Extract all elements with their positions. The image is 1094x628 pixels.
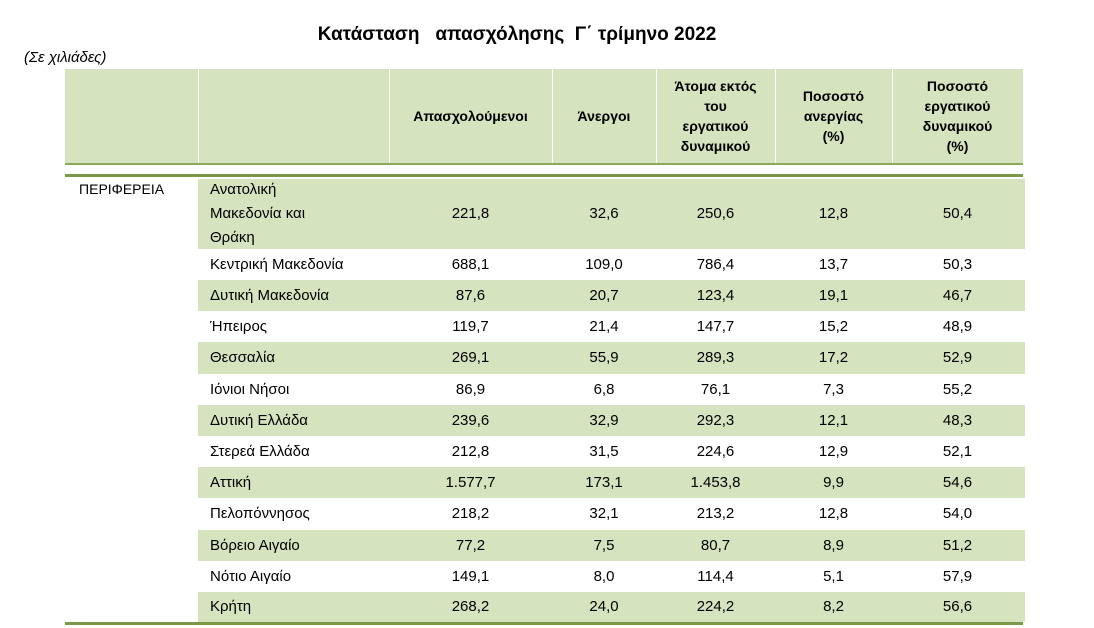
header-region bbox=[198, 69, 389, 163]
table-row bbox=[198, 530, 1025, 561]
table-cell: 17,2 bbox=[818, 349, 849, 366]
table-cell: 7,5 bbox=[593, 536, 615, 554]
table-cell: 114,4 bbox=[697, 567, 734, 585]
table-cell: 52,9 bbox=[942, 349, 973, 366]
table-cell: 289,3 bbox=[696, 349, 735, 366]
table-cell: 86,9 bbox=[455, 380, 486, 398]
table-cell: 8,0 bbox=[593, 567, 615, 585]
region-name: Πελοπόννησος bbox=[210, 505, 310, 522]
table-cell: 46,7 bbox=[942, 286, 973, 304]
table-cell: 55,9 bbox=[589, 349, 619, 366]
header-unemployed: Άνεργοι bbox=[577, 108, 631, 124]
table-row bbox=[198, 249, 1025, 280]
table-cell: 32,6 bbox=[589, 205, 619, 222]
table-row bbox=[198, 467, 1025, 498]
table-row bbox=[198, 405, 1025, 436]
table-cell: 54,0 bbox=[942, 505, 973, 522]
table-row bbox=[198, 179, 1025, 249]
table-bottom-rule bbox=[65, 622, 1023, 625]
table-row bbox=[198, 311, 1025, 342]
table-row bbox=[198, 436, 1025, 467]
table-cell: 109,0 bbox=[585, 255, 623, 273]
table-cell: 12,1 bbox=[818, 411, 849, 429]
table-cell: 123,4 bbox=[696, 286, 735, 304]
table-cell: 221,8 bbox=[451, 205, 490, 222]
header-unemployment-rate: Ποσοστό ανεργίας (%) bbox=[802, 88, 865, 144]
table-cell: 1.577,7 bbox=[445, 473, 496, 491]
region-name: Ανατολική Μακεδονία και Θράκη bbox=[210, 181, 306, 246]
table-cell: 1.453,8 bbox=[690, 473, 741, 491]
region-name: Κεντρική Μακεδονία bbox=[210, 255, 344, 273]
table-cell: 32,1 bbox=[589, 505, 619, 522]
table-cell: 21,4 bbox=[589, 317, 619, 335]
region-name: Θεσσαλία bbox=[210, 349, 276, 366]
table-cell: 76,1 bbox=[700, 380, 731, 398]
table-cell: 50,3 bbox=[942, 255, 973, 273]
header-rule bbox=[65, 174, 1023, 177]
table-cell: 239,6 bbox=[451, 411, 490, 429]
header-outside-labour-force: Άτομα εκτός του εργατικού δυναμικού bbox=[674, 78, 757, 154]
table-cell: 173,1 bbox=[585, 473, 623, 491]
table-cell: 212,8 bbox=[451, 442, 490, 460]
table-cell: 50,4 bbox=[942, 205, 973, 222]
table-cell: 147,7 bbox=[696, 317, 735, 335]
table-cell: 119,7 bbox=[452, 317, 489, 335]
table-cell: 87,6 bbox=[455, 286, 486, 304]
table-cell: 54,6 bbox=[942, 473, 973, 491]
table-cell: 55,2 bbox=[942, 380, 973, 398]
table-cell: 24,0 bbox=[589, 598, 619, 615]
table-cell: 56,6 bbox=[942, 598, 973, 615]
units-note: (Σε χιλιάδες) bbox=[24, 49, 107, 66]
region-name: Δυτική Μακεδονία bbox=[210, 286, 330, 304]
table-cell: 77,2 bbox=[455, 536, 486, 554]
region-name: Δυτική Ελλάδα bbox=[210, 411, 308, 429]
header-rule bbox=[65, 163, 1023, 165]
region-name: Κρήτη bbox=[210, 598, 252, 615]
table-cell: 149,1 bbox=[451, 567, 490, 585]
table-row bbox=[198, 280, 1025, 311]
region-name: Αττική bbox=[210, 473, 252, 491]
table-cell: 224,2 bbox=[696, 598, 735, 615]
table-cell: 32,9 bbox=[589, 411, 619, 429]
table-row bbox=[198, 374, 1025, 405]
table-cell: 7,3 bbox=[823, 380, 844, 398]
table-cell: 218,2 bbox=[451, 505, 490, 522]
table-cell: 31,5 bbox=[589, 442, 619, 460]
table-row bbox=[198, 561, 1025, 592]
header-labour-force-rate: Ποσοστό εργατικού δυναμικού (%) bbox=[922, 78, 993, 154]
table-cell: 213,2 bbox=[696, 505, 735, 522]
table-cell: 80,7 bbox=[700, 536, 731, 554]
region-name: Στερεά Ελλάδα bbox=[210, 442, 310, 460]
table-cell: 12,9 bbox=[818, 442, 849, 460]
table-cell: 48,9 bbox=[942, 317, 973, 335]
table-cell: 8,9 bbox=[823, 536, 844, 554]
table-cell: 15,2 bbox=[818, 317, 849, 335]
region-name: Ιόνιοι Νήσοι bbox=[210, 380, 290, 398]
region-name: Βόρειο Αιγαίο bbox=[210, 536, 300, 554]
table-cell: 20,7 bbox=[589, 286, 619, 304]
table-cell: 12,8 bbox=[818, 205, 849, 222]
table-cell: 13,7 bbox=[818, 255, 849, 273]
region-name: Νότιο Αιγαίο bbox=[210, 567, 292, 585]
table-cell: 52,1 bbox=[942, 442, 973, 460]
table-cell: 19,1 bbox=[818, 286, 849, 304]
table-row bbox=[198, 342, 1025, 374]
table-cell: 6,8 bbox=[593, 380, 615, 398]
table-cell: 224,6 bbox=[696, 442, 735, 460]
header-employed: Απασχολούμενοι bbox=[413, 108, 528, 124]
table-cell: 786,4 bbox=[696, 255, 735, 273]
table-cell: 57,9 bbox=[942, 567, 973, 585]
table-row bbox=[198, 592, 1025, 622]
table-row bbox=[198, 498, 1025, 530]
table-cell: 9,9 bbox=[823, 473, 844, 491]
table-cell: 250,6 bbox=[696, 205, 735, 222]
group-label: ΠΕΡΙΦΕΡΕΙΑ bbox=[79, 181, 165, 197]
region-name: Ήπειρος bbox=[210, 317, 268, 335]
page-title: Κατάσταση απασχόλησης Γ΄ τρίμηνο 2022 bbox=[317, 24, 717, 45]
table-cell: 268,2 bbox=[451, 598, 490, 615]
table-cell: 12,8 bbox=[818, 505, 849, 522]
table-cell: 48,3 bbox=[942, 411, 973, 429]
table-cell: 8,2 bbox=[823, 598, 844, 615]
table-cell: 292,3 bbox=[696, 411, 735, 429]
table-cell: 51,2 bbox=[942, 536, 973, 554]
table-cell: 269,1 bbox=[451, 349, 490, 366]
table-cell: 688,1 bbox=[451, 255, 490, 273]
table-cell: 5,1 bbox=[823, 567, 844, 585]
